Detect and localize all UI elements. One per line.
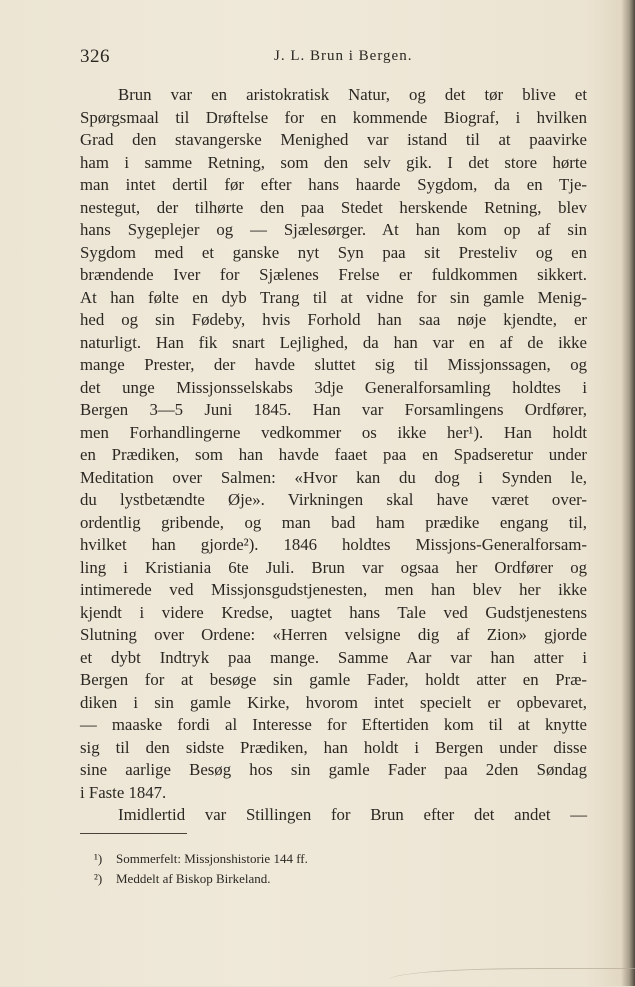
text-line: Imidlertid var Stillingen for Brun efter det andet — [118,805,587,824]
text-line: hed og sin Fødeby, hvis Forhold han saa nøje kjendte, er [80,310,587,329]
text-line: Meditation over Salmen: «Hvor kan du dog i Synden le, [80,467,587,487]
text-line: sig til den sidste Prædiken, han holdt i Bergen under disse [80,737,587,757]
text-line: Brun var en aristokratisk Natur, og det tør blive et [118,85,587,104]
text-line: brændende Iver for Sjælenes Frelse er fuldkommen sikkert. [80,265,587,284]
text-line: intimerede ved Missjonsgudstjenesten, men han blev her ikke [80,580,587,599]
text-line: naturligt. Han fik snart Lejlighed, da han var en af de ikke [80,332,587,352]
text-line: ham i samme Retning, som den selv gik. I det store hørte [80,152,587,172]
page-header [80,46,590,70]
text-line: Bergen 3—5 Juni 1845. Han var Forsamlingens Ordfører, [80,400,587,419]
text-line: sine aarlige Besøg hos sin gamle Fader paa 2den Søndag [80,760,587,779]
text-line: Grad den stavangerske Menighed var istand til at paavirke [80,130,587,149]
text-line: mange Prester, der havde sluttet sig til Missjonssagen, og [80,355,587,374]
body-text [80,84,587,827]
text-line: Slutning over Ordene: «Herren velsigne dig af Zion» gjorde [80,625,587,644]
text-line: Spørgsmaal til Drøftelse for en kommende Biograf, i hvilken [80,107,587,127]
text-line: At han følte en dyb Trang til at vidne for sin gamle Menig- [80,287,587,307]
text-line: nestegut, der tilhørte den paa Stedet herskende Retning, blev [80,197,587,217]
text-line: i Faste 1847. [80,782,167,802]
page-number: 326 [80,46,110,67]
footnote-text: Meddelt af Biskop Birkeland. [116,871,271,886]
text-line: Sygdom med et ganske nyt Syn paa sit Presteliv og en [80,242,587,262]
text-line: hans Sygeplejer og — Sjælesørger. At han kom op af sin [80,220,587,239]
footnote-rule [80,833,187,834]
text-line: et dybt Indtryk paa mange. Samme Aar var han atter i [80,647,587,667]
text-line: diken i sin gamle Kirke, hvorom intet specielt er opbevaret, [80,692,587,712]
text-line: Bergen for at besøge sin gamle Fader, holdt atter en Præ- [80,670,587,689]
footnote-text: Sommerfelt: Missjonshistorie 144 ff. [116,851,308,866]
text-line: det unge Missjonsselskabs 3dje Generalforsamling holdtes i [80,377,587,397]
footnote [94,869,574,889]
text-line: — maaske fordi al Interesse for Eftertiden kom til at knytte [80,715,587,734]
text-line: ling i Kristiania 6te Juli. Brun var ogsaa her Ordfører og [80,557,587,577]
text-line: kjendt i videre Kredse, uagtet hans Tale ved Gudstjenestens [80,602,587,622]
footnote-mark: ²) [94,871,103,886]
spine-shadow [621,0,635,986]
text-line: ordentlig gribende, og man bad ham prædike engang til, [80,512,587,532]
text-line: men Forhandlingerne vedkommer os ikke her¹). Han holdt [80,422,587,442]
footnote-mark: ¹) [94,851,103,866]
text-line: en Prædiken, som han havde faaet paa en Spadseretur under [80,445,587,464]
page-curl [390,968,635,987]
text-line: hvilket han gjorde²). 1846 holdtes Missjons-Generalforsam- [80,535,587,554]
text-line: du lystbetændte Øje». Virkningen skal have været over- [80,490,587,509]
text-line: man intet dertil før efter hans haarde Sygdom, da en Tje- [80,175,587,194]
footnote [94,849,574,869]
running-head: J. L. Brun i Bergen. [274,48,413,64]
footnotes [94,849,574,889]
